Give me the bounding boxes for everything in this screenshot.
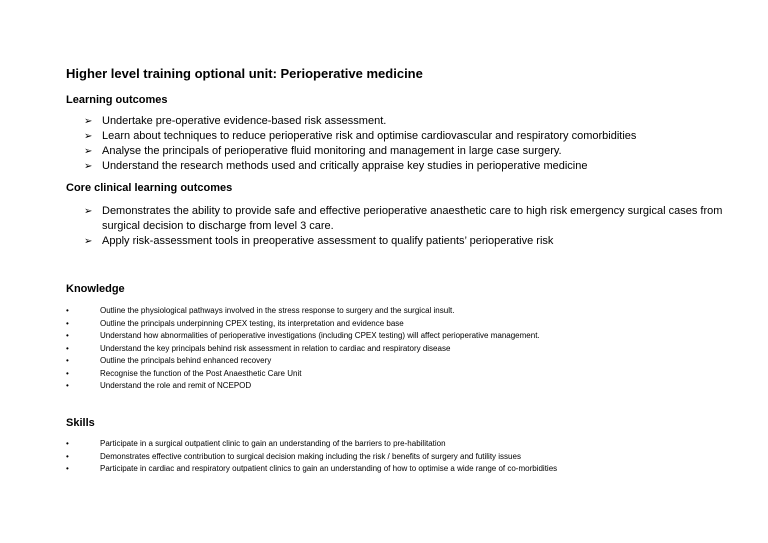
learning-outcomes-heading: Learning outcomes	[66, 94, 168, 106]
list-item: ➢ Understand the research methods used and critically appraise key studies in perioperative medicine	[84, 160, 588, 172]
dot-bullet-icon: •	[66, 318, 69, 328]
skills-heading: Skills	[66, 417, 95, 429]
arrow-bullet-icon: ➢	[84, 116, 93, 127]
list-item: • Outline the principals behind enhanced recovery	[66, 355, 540, 368]
document-title: Higher level training optional unit: Perioperative medicine	[66, 66, 423, 81]
list-item: • Understand the key principals behind risk assessment in relation to cardiac and respiratory disease	[66, 343, 540, 356]
knowledge-heading: Knowledge	[66, 283, 125, 295]
list-item: ➢ Demonstrates the ability to provide safe and effective perioperative anaesthetic care to high risk emergency surgical cases from surgical decision to discharge from level 3 care.	[84, 205, 723, 232]
list-item: • Understand the role and remit of NCEPOD	[66, 380, 540, 393]
core-clinical-list	[84, 204, 724, 249]
learning-outcomes-list	[84, 114, 636, 174]
dot-bullet-icon: •	[66, 451, 69, 461]
dot-bullet-icon: •	[66, 343, 69, 353]
list-item: ➢ Apply risk-assessment tools in preoperative assessment to qualify patients’ perioperative risk	[84, 235, 554, 247]
dot-bullet-icon: •	[66, 368, 69, 378]
dot-bullet-icon: •	[66, 331, 69, 340]
list-item: • Recognise the function of the Post Anaesthetic Care Unit	[66, 368, 540, 381]
arrow-bullet-icon: ➢	[84, 206, 93, 217]
core-clinical-heading: Core clinical learning outcomes	[66, 182, 233, 194]
list-item: • Outline the physiological pathways involved in the stress response to surgery and the surgical insult.	[66, 305, 540, 318]
list-item: • Participate in a surgical outpatient clinic to gain an understanding of the barriers to pre-habilitation	[66, 438, 557, 451]
dot-bullet-icon: •	[66, 439, 69, 448]
knowledge-list	[66, 305, 540, 393]
arrow-bullet-icon: ➢	[84, 146, 93, 157]
list-item: ➢ Undertake pre-operative evidence-based risk assessment.	[84, 115, 387, 127]
arrow-bullet-icon: ➢	[84, 161, 93, 172]
list-item: • Demonstrates effective contribution to surgical decision making including the risk / benefits of surgery and futility issues	[66, 451, 557, 464]
list-item: ➢ Learn about techniques to reduce perioperative risk and optimise cardiovascular and respiratory comorbidities	[84, 130, 637, 142]
dot-bullet-icon: •	[66, 356, 69, 365]
list-item: • Outline the principals underpinning CPEX testing, its interpretation and evidence base	[66, 318, 540, 331]
dot-bullet-icon: •	[66, 464, 69, 473]
arrow-bullet-icon: ➢	[84, 131, 93, 142]
list-item: • Understand how abnormalities of perioperative investigations (including CPEX testing) will affect perioperative management.	[66, 330, 540, 343]
list-item: • Participate in cardiac and respiratory outpatient clinics to gain an understanding of how to optimise a wide range of co-morbidities	[66, 463, 557, 476]
list-item: ➢ Analyse the principals of perioperative fluid monitoring and management in large case surgery.	[84, 145, 562, 157]
dot-bullet-icon: •	[66, 306, 69, 315]
arrow-bullet-icon: ➢	[84, 236, 93, 247]
skills-list	[66, 438, 557, 476]
dot-bullet-icon: •	[66, 381, 69, 390]
